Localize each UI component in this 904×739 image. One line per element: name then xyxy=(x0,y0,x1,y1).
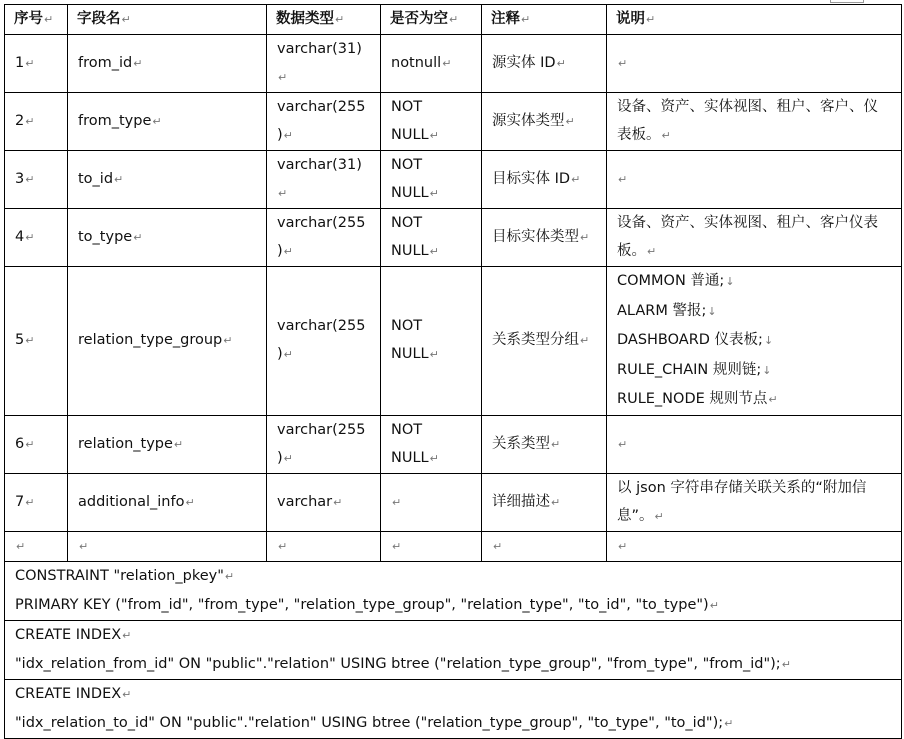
relation-schema-table xyxy=(4,4,902,739)
cell-comment: 源实体类型↵ xyxy=(482,93,607,151)
cell-field: from_id↵ xyxy=(68,35,267,93)
table-row xyxy=(5,35,902,93)
enum-item: COMMON 普通;↓ xyxy=(617,273,735,289)
constraint-cell xyxy=(5,561,902,620)
cell-desc: ↵ xyxy=(607,151,902,209)
table-row xyxy=(5,209,902,267)
cell-type: varchar(255)↵ xyxy=(267,209,381,267)
cell-nullable: notnull↵ xyxy=(381,35,482,93)
cell-field: to_id↵ xyxy=(68,151,267,209)
cell-no: 6↵ xyxy=(5,415,68,473)
cell-type: varchar(255)↵ xyxy=(267,267,381,416)
cell-comment: 源实体 ID↵ xyxy=(482,35,607,93)
header-desc: 说明↵ xyxy=(607,5,902,35)
create-index-line: CREATE INDEX↵ xyxy=(15,626,132,643)
cell-comment: 关系类型分组↵ xyxy=(482,267,607,416)
header-no: 序号↵ xyxy=(5,5,68,35)
cell-empty: ↵ xyxy=(267,531,381,561)
cell-comment: 关系类型↵ xyxy=(482,415,607,473)
header-type: 数据类型↵ xyxy=(267,5,381,35)
cell-no: 1↵ xyxy=(5,35,68,93)
cell-desc: ↵ xyxy=(607,35,902,93)
cell-field: relation_type_group↵ xyxy=(68,267,267,416)
decorative-frame-edge xyxy=(830,0,864,3)
cell-no: 2↵ xyxy=(5,93,68,151)
cell-nullable: NOT NULL↵ xyxy=(381,209,482,267)
cell-empty: ↵ xyxy=(5,531,68,561)
constraint-line: CONSTRAINT "relation_pkey"↵ xyxy=(15,567,235,584)
cell-desc: ↵ xyxy=(607,415,902,473)
constraint-row xyxy=(5,561,902,620)
cell-field: relation_type↵ xyxy=(68,415,267,473)
cell-no: 3↵ xyxy=(5,151,68,209)
cell-type: varchar↵ xyxy=(267,473,381,531)
empty-row xyxy=(5,531,902,561)
enum-item: ALARM 警报;↓ xyxy=(617,302,717,319)
table-row xyxy=(5,267,902,416)
index-from-cell xyxy=(5,620,902,679)
cell-nullable: NOT NULL↵ xyxy=(381,151,482,209)
enum-item: RULE_CHAIN 规则链;↓ xyxy=(617,361,772,378)
cell-comment: 目标实体 ID↵ xyxy=(482,151,607,209)
cell-type: varchar(31)↵ xyxy=(267,35,381,93)
cell-nullable: NOT NULL↵ xyxy=(381,93,482,151)
table-row xyxy=(5,93,902,151)
header-comment: 注释↵ xyxy=(482,5,607,35)
enum-item: DASHBOARD 仪表板;↓ xyxy=(617,332,774,348)
cell-nullable: NOT NULL↵ xyxy=(381,415,482,473)
cell-desc: 设备、资产、实体视图、租户、客户、仪表板。↵ xyxy=(607,93,902,151)
table-row xyxy=(5,151,902,209)
table-row xyxy=(5,473,902,531)
cell-empty: ↵ xyxy=(381,531,482,561)
cell-no: 7↵ xyxy=(5,473,68,531)
cell-no: 4↵ xyxy=(5,209,68,267)
cell-type: varchar(255)↵ xyxy=(267,415,381,473)
cell-field: to_type↵ xyxy=(68,209,267,267)
cell-field: additional_info↵ xyxy=(68,473,267,531)
cell-comment: 详细描述↵ xyxy=(482,473,607,531)
cell-no: 5↵ xyxy=(5,267,68,416)
header-nullable: 是否为空↵ xyxy=(381,5,482,35)
index-row xyxy=(5,679,902,738)
index-definition-line: "idx_relation_to_id" ON "public"."relation" USING btree ("relation_type_group", "to_type", "to_id");↵ xyxy=(15,714,734,731)
cell-comment: 目标实体类型↵ xyxy=(482,209,607,267)
cell-empty: ↵ xyxy=(482,531,607,561)
cell-type: varchar(255)↵ xyxy=(267,93,381,151)
cell-nullable: ↵ xyxy=(381,473,482,531)
index-definition-line: "idx_relation_from_id" ON "public"."relation" USING btree ("relation_type_group", "from_type", "from_id");↵ xyxy=(15,655,791,672)
header-row xyxy=(5,5,902,35)
table-row xyxy=(5,415,902,473)
cell-empty: ↵ xyxy=(68,531,267,561)
cell-desc: 以 json 字符串存储关联关系的“附加信息”。↵ xyxy=(607,473,902,531)
cell-type: varchar(31)↵ xyxy=(267,151,381,209)
enum-item: RULE_NODE 规则节点↵ xyxy=(617,391,778,407)
cell-desc: 设备、资产、实体视图、租户、客户仪表板。↵ xyxy=(607,209,902,267)
cell-field: from_type↵ xyxy=(68,93,267,151)
index-row xyxy=(5,620,902,679)
cell-nullable: NOT NULL↵ xyxy=(381,267,482,416)
index-to-cell xyxy=(5,679,902,738)
cell-empty: ↵ xyxy=(607,531,902,561)
primary-key-line: PRIMARY KEY ("from_id", "from_type", "relation_type_group", "relation_type", "to_id", "to_type")↵ xyxy=(15,596,719,613)
create-index-line: CREATE INDEX↵ xyxy=(15,685,132,702)
cell-desc-enum xyxy=(607,267,902,416)
header-field: 字段名↵ xyxy=(68,5,267,35)
